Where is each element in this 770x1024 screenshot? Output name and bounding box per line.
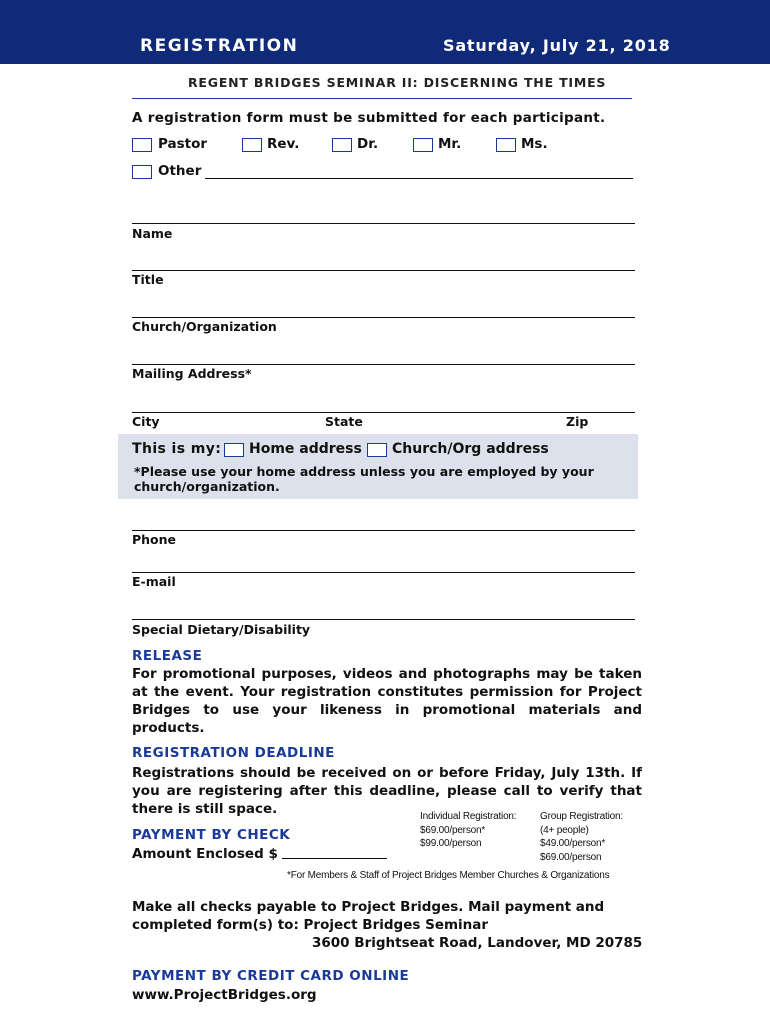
ms-checkbox[interactable] — [496, 138, 516, 152]
dietary-label: Special Dietary/Disability — [132, 622, 311, 637]
mailing-label: Mailing Address* — [132, 366, 252, 381]
individual-price-1: $69.00/person* — [420, 824, 486, 836]
mailing-address: 3600 Brightseat Road, Landover, MD 20785 — [312, 935, 643, 951]
home-address-label: Home address — [249, 441, 362, 457]
other-label: Other — [158, 163, 202, 179]
mr-checkbox[interactable] — [413, 138, 433, 152]
dr-checkbox[interactable] — [332, 138, 352, 152]
deadline-text: Registrations should be received on or before Friday, July 13th. If you are registering after this deadline, please call to verify that there is still space. — [132, 765, 642, 817]
form-title: REGISTRATION — [140, 36, 299, 56]
name-label: Name — [132, 226, 173, 241]
city-state-zip-input-line[interactable] — [132, 412, 635, 413]
individual-price-2: $99.00/person — [420, 838, 482, 849]
release-text: For promotional purposes, videos and photographs may be taken at the event. Your registration constitutes permission for Project Bridges to use your likeness in promotional materials and products. — [132, 666, 642, 736]
group-pricing — [540, 810, 640, 864]
zip-label: Zip — [566, 414, 589, 429]
group-price-2: $69.00/person — [540, 851, 602, 863]
title-input-line[interactable] — [132, 270, 635, 271]
event-date: Saturday, July 21, 2018 — [443, 36, 671, 55]
name-input-line[interactable] — [132, 223, 635, 224]
email-input-line[interactable] — [132, 572, 635, 573]
dr-label: Dr. — [357, 136, 379, 152]
title-label: Title — [132, 272, 164, 287]
individual-title: Individual Registration: — [420, 811, 517, 822]
mailing-instructions — [132, 898, 632, 934]
rev-label: Rev. — [267, 136, 300, 152]
group-size: (4+ people) — [540, 824, 589, 836]
church-label: Church/Organization — [132, 319, 277, 334]
dietary-input-line[interactable] — [132, 619, 635, 620]
mailing-line-2: completed form(s) to: Project Bridges Seminar — [132, 917, 489, 933]
online-payment-heading: PAYMENT BY CREDIT CARD ONLINE — [132, 968, 410, 984]
subtitle-divider — [132, 98, 632, 99]
city-label: City — [132, 414, 160, 429]
other-checkbox[interactable] — [132, 165, 152, 179]
header-banner — [0, 0, 770, 64]
church-address-label: Church/Org address — [392, 441, 549, 457]
other-input-line[interactable] — [205, 178, 633, 179]
amount-input-line[interactable] — [282, 858, 387, 859]
pastor-checkbox[interactable] — [132, 138, 152, 152]
state-label: State — [325, 414, 363, 429]
amount-enclosed-label: Amount Enclosed $ — [132, 846, 278, 862]
release-heading: RELEASE — [132, 648, 203, 664]
group-title: Group Registration: — [540, 811, 623, 822]
email-label: E-mail — [132, 574, 176, 589]
intro-text: A registration form must be submitted for each participant. — [132, 110, 606, 126]
address-note: *Please use your home address unless you are employed by your church/organization. — [134, 464, 594, 494]
individual-pricing — [420, 810, 538, 851]
phone-input-line[interactable] — [132, 530, 635, 531]
payment-check-heading: PAYMENT BY CHECK — [132, 827, 291, 843]
pricing-footnote: *For Members & Staff of Project Bridges Member Churches & Organizations — [287, 870, 610, 881]
pastor-label: Pastor — [158, 136, 208, 152]
mr-label: Mr. — [438, 136, 462, 152]
website-link[interactable]: www.ProjectBridges.org — [132, 987, 317, 1003]
ms-label: Ms. — [521, 136, 548, 152]
phone-label: Phone — [132, 532, 177, 547]
address-type-prompt: This is my: — [132, 441, 222, 457]
church-input-line[interactable] — [132, 317, 635, 318]
deadline-heading: REGISTRATION DEADLINE — [132, 745, 335, 761]
seminar-title: REGENT BRIDGES SEMINAR II: DISCERNING THE TIMES — [188, 75, 607, 90]
group-price-1: $49.00/person* — [540, 838, 606, 849]
mailing-line-1: Make all checks payable to Project Bridges. Mail payment and — [132, 899, 605, 915]
mailing-input-line[interactable] — [132, 364, 635, 365]
rev-checkbox[interactable] — [242, 138, 262, 152]
home-address-checkbox[interactable] — [224, 443, 244, 457]
church-address-checkbox[interactable] — [367, 443, 387, 457]
